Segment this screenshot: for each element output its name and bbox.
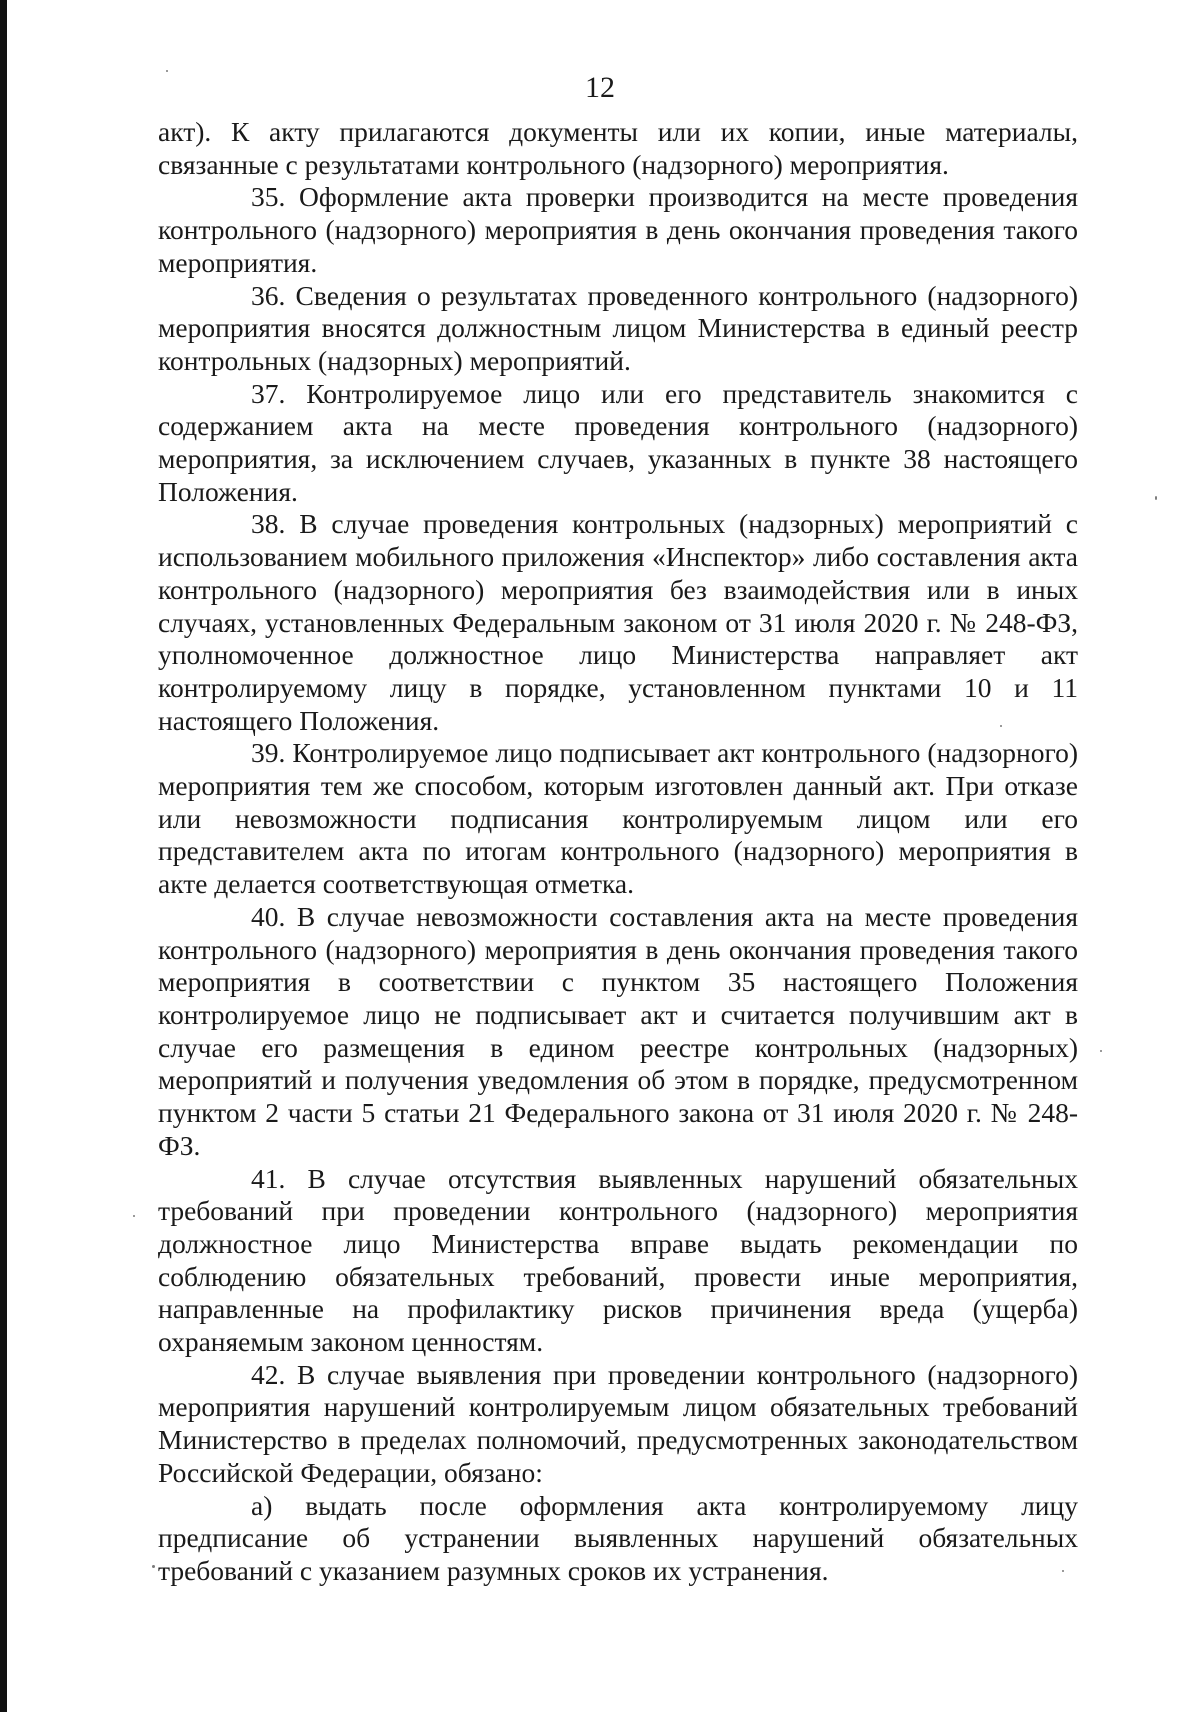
paragraph-42: 42. В случае выявления при проведении контрольного (надзорного) мероприятия нарушений контролируемым лицом обязательных требований Министерство в пределах полномочий, предусмотренных законодательством Российской Федерации, обязано:: [158, 1358, 1078, 1488]
scan-speck: [1155, 496, 1157, 500]
scan-speck: [133, 1215, 135, 1217]
paragraph-continuation: акт). К акту прилагаются документы или их копии, иные материалы, связанные с результатами контрольного (надзорного) мероприятия.: [158, 116, 1078, 180]
scan-speck: [1000, 725, 1002, 727]
scan-speck: [152, 1565, 155, 1568]
paragraph-35: 35. Оформление акта проверки производится на месте проведения контрольного (надзорного) мероприятия в день окончания проведения такого мероприятия.: [158, 181, 1078, 278]
paragraph-42-a: а) выдать после оформления акта контролируемому лицу предписание об устранении выявленных нарушений обязательных требований с указанием разумных сроков их устранения.: [158, 1489, 1078, 1586]
paragraph-37: 37. Контролируемое лицо или его представитель знакомится с содержанием акта на месте проведения контрольного (надзорного) мероприятия, за исключением случаев, указанных в пункте 38 настоящего Положения.: [158, 377, 1078, 507]
paragraph-41: 41. В случае отсутствия выявленных нарушений обязательных требований при проведении контрольного (надзорного) мероприятия должностное лицо Министерства вправе выдать рекомендации по соблюдению обязательных требований, провести иные мероприятия, направленные на профилактику рисков причинения вреда (ущерба) охраняемым законом ценностям.: [158, 1162, 1078, 1358]
scan-speck: [1100, 1050, 1102, 1052]
paragraph-36: 36. Сведения о результатах проведенного контрольного (надзорного) мероприятия вносятся должностным лицом Министерства в единый реестр контрольных (надзорных) мероприятий.: [158, 279, 1078, 376]
paragraph-38: 38. В случае проведения контрольных (надзорных) мероприятий с использованием мобильного приложения «Инспектор» либо составления акта контрольного (надзорного) мероприятия без взаимодействия или в иных случаях, установленных Федеральным законом от 31 июля 2020 г. № 248-ФЗ, уполномоченное должностное лицо Министерства направляет акт контролируемому лицу в порядке, установленном пунктами 10 и 11 настоящего Положения.: [158, 508, 1078, 736]
paragraph-40: 40. В случае невозможности составления акта на месте проведения контрольного (надзорного) мероприятия в день окончания проведения такого мероприятия в соответствии с пунктом 35 настоящего Положения контролируемое лицо не подписывает акт и считается получившим акт в случае его размещения в едином реестре контрольных (надзорных) мероприятий и получения уведомления об этом в порядке, предусмотренном пунктом 2 части 5 статьи 21 Федерального закона от 31 июля 2020 г. № 248-ФЗ.: [158, 900, 1078, 1161]
scan-left-edge: [0, 0, 7, 1712]
scan-speck: [1062, 1570, 1064, 1572]
scan-speck: [166, 70, 168, 72]
page-number: 12: [585, 71, 615, 104]
document-body: [158, 116, 1078, 1588]
paragraph-39: 39. Контролируемое лицо подписывает акт контрольного (надзорного) мероприятия тем же способом, которым изготовлен данный акт. При отказе или невозможности подписания контролируемым лицом или его представителем акта по итогам контрольного (надзорного) мероприятия в акте делается соответствующая отметка.: [158, 737, 1078, 900]
